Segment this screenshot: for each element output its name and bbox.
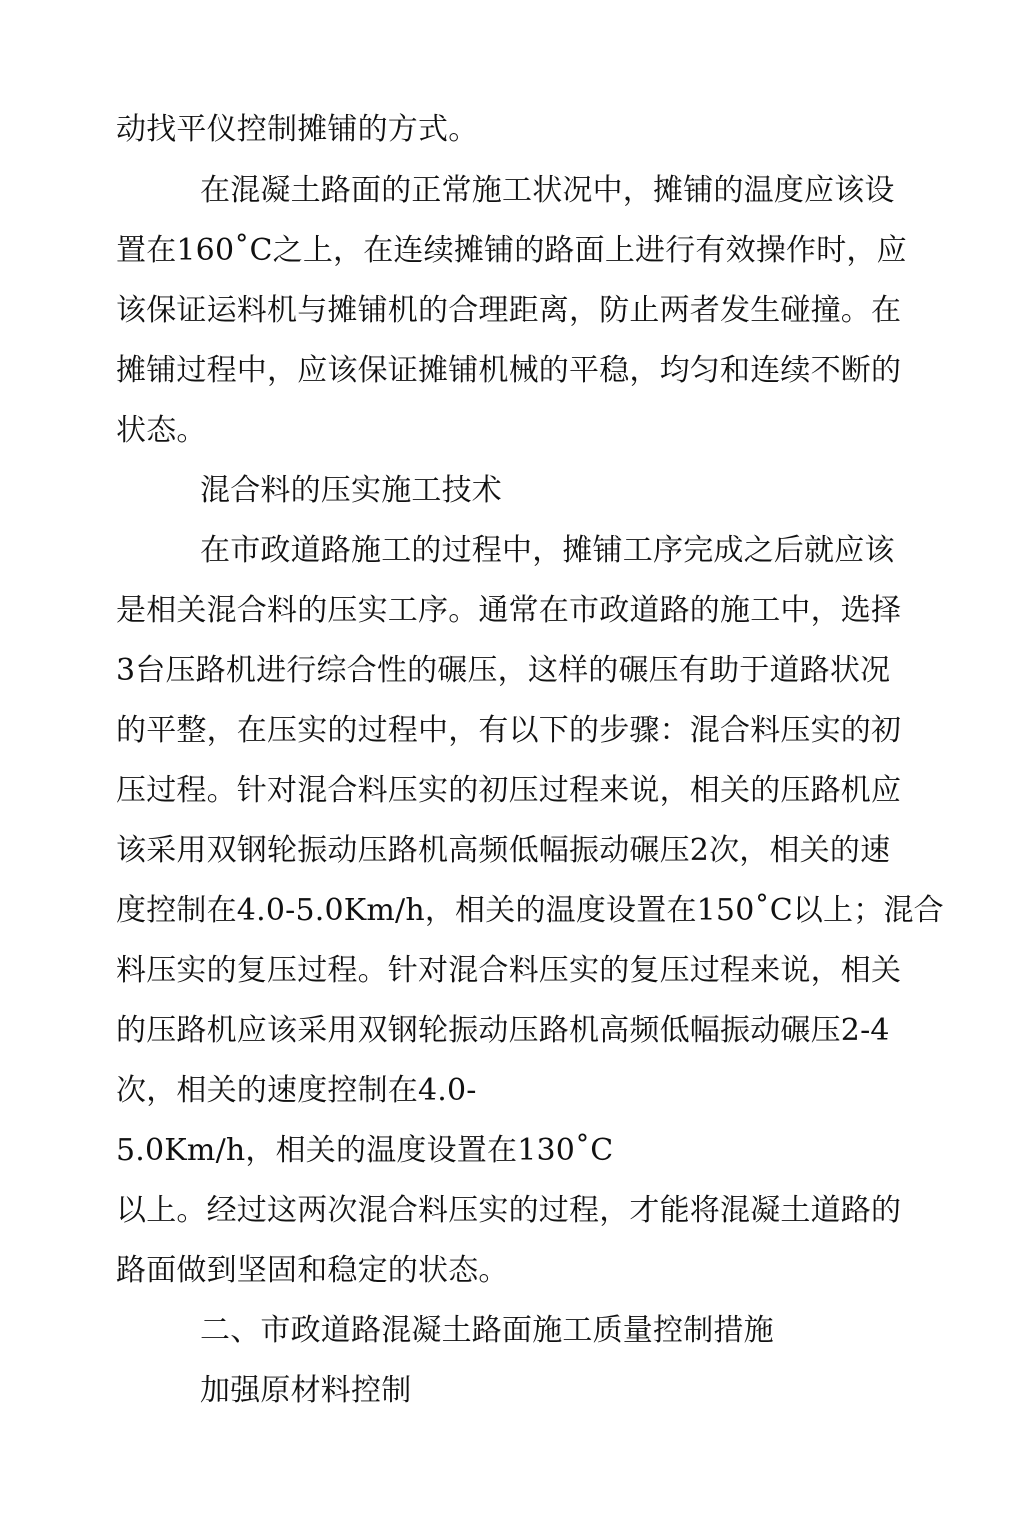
text-line: 该保证运料机与摊铺机的合理距离，防止两者发生碰撞。在 — [116, 293, 902, 328]
section-heading: 混合料的压实施工技术 — [200, 473, 502, 508]
text-line: 置在160˚C之上，在连续摊铺的路面上进行有效操作时，应 — [116, 233, 907, 268]
text-line: 压过程。针对混合料压实的初压过程来说，相关的压路机应 — [116, 773, 902, 808]
text-line: 路面做到坚固和稳定的状态。 — [116, 1253, 509, 1288]
text-line: 次，相关的速度控制在4.0- — [116, 1073, 477, 1108]
text-line: 的压路机应该采用双钢轮振动压路机高频低幅振动碾压2-4 — [116, 1013, 890, 1048]
text-line: 摊铺过程中，应该保证摊铺机械的平稳，均匀和连续不断的 — [116, 353, 902, 388]
text-line: 度控制在4.0-5.0Km/h，相关的温度设置在150˚C以上；混合 — [116, 893, 944, 928]
text-line: 状态。 — [116, 413, 207, 448]
text-line: 3台压路机进行综合性的碾压，这样的碾压有助于道路状况 — [116, 653, 891, 688]
text-line: 料压实的复压过程。针对混合料压实的复压过程来说，相关 — [116, 953, 902, 988]
text-line: 以上。经过这两次混合料压实的过程，才能将混凝土道路的 — [116, 1193, 902, 1228]
chapter-heading: 二、市政道路混凝土路面施工质量控制措施 — [200, 1313, 774, 1348]
paragraph-start-line: 在混凝土路面的正常施工状况中，摊铺的温度应该设 — [200, 173, 895, 208]
text-line: 是相关混合料的压实工序。通常在市政道路的施工中，选择 — [116, 593, 902, 628]
paragraph-start-line: 在市政道路施工的过程中，摊铺工序完成之后就应该 — [200, 533, 895, 568]
text-line: 的平整，在压实的过程中，有以下的步骤：混合料压实的初 — [116, 713, 902, 748]
section-heading: 加强原材料控制 — [200, 1373, 412, 1408]
text-line: 该采用双钢轮振动压路机高频低幅振动碾压2次，相关的速 — [116, 833, 891, 868]
text-line: 动找平仪控制摊铺的方式。 — [116, 112, 479, 147]
text-line: 5.0Km/h，相关的温度设置在130˚C — [116, 1133, 614, 1168]
